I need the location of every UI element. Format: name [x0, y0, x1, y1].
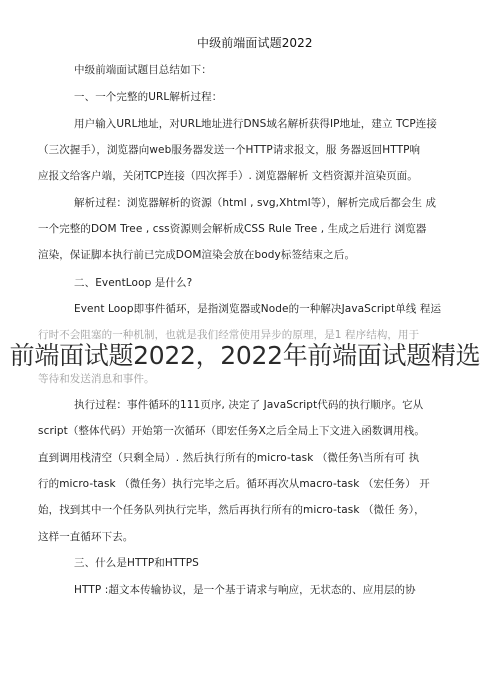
doc-line: 这样一直循环下去。: [38, 531, 134, 543]
doc-line: HTTP :超文本传输协议，是一个基于请求与响应，无状态的、应用层的协: [74, 584, 416, 596]
doc-line: 行的micro-task （微任务）执行完毕之后。循环再次从macro-task （宏任务） 开: [38, 478, 430, 490]
doc-line: script（整体代码）开始第一次循环（即宏任务X之后全局上下文进入函数调用栈。: [38, 425, 425, 437]
doc-line: 始，找到其中一个任务队列执行完毕，然后再执行所有的micro-task （微任 务），: [38, 504, 425, 516]
doc-line: Event Loop即事件循环，是指浏览器或Node的一种解决JavaScript单线 程运: [74, 303, 442, 315]
doc-line: 行时不会阻塞的一种机制，也就是我们经常使用异步的原理，是1 程序结构，用于: [38, 329, 420, 341]
doc-line: 等待和发送消息和事件。: [38, 373, 155, 385]
doc-line: 中级前端面试题目总结如下：: [74, 64, 212, 76]
doc-title: 中级前端面试题2022: [197, 36, 313, 50]
doc-line: （三次握手），浏览器向web服务器发送一个HTTP请求报文，服 务器返回HTTP响: [38, 144, 421, 156]
doc-line: 执行过程：事件循环的111页序, 决定了 JavaScript代码的执行顺序。它从: [74, 399, 424, 411]
section-heading: 一、一个完整的URL解析过程：: [74, 91, 223, 103]
doc-line: 应报文给客户端，关闭TCP连接（四次挥手）. 浏览器解析 文档资源并渲染页面。: [38, 170, 418, 182]
doc-line: 一个完整的DOM Tree , css资源则会解析成CSS Rule Tree , 生成之后进行 浏览器: [38, 223, 427, 235]
doc-line: 用户输入URL地址，对URL地址进行DNS域名解析获得IP地址，建立 TCP连接: [74, 118, 437, 130]
doc-line: 解析过程：浏览器解析的资源（html , svg,Xhtml等），解析完成后都会生 成: [74, 197, 437, 209]
section-heading: 三、什么是HTTP和HTTPS: [74, 557, 199, 569]
doc-line: 渲染，保证脚本执行前已完成DOM渲染会放在body标签结束之后。: [38, 249, 356, 261]
doc-line: 直到调用栈清空（只剩全局）. 然后执行所有的micro-task （微任务\当所有可 执: [38, 452, 420, 464]
section-heading: 二、EventLoop 是什么?: [74, 277, 193, 289]
overlay-caption: 前端面试题2022，2022年前端面试题精选: [9, 341, 481, 370]
